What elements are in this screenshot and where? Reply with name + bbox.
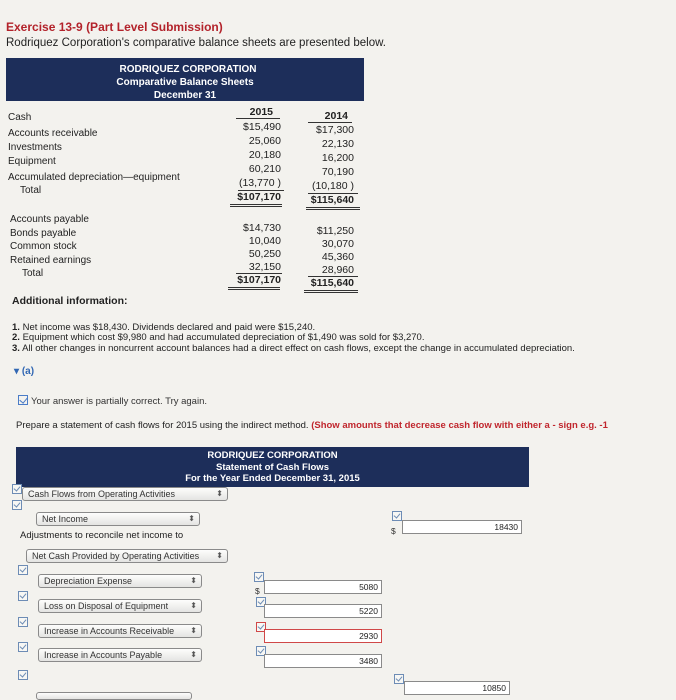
year-underline [236, 118, 280, 119]
net-cash-dropdown[interactable]: Net Cash Provided by Operating Activities ⬍ [26, 549, 228, 563]
cash-flow-header: RODRIQUEZ CORPORATION Statement of Cash Flows For the Year Ended December 31, 2015 [16, 447, 529, 487]
currency-symbol: $ [255, 586, 260, 596]
row-label: Accounts receivable [8, 128, 98, 139]
dropdown-arrow-icon: ⬍ [216, 551, 223, 560]
year-underline [308, 122, 352, 123]
row-label: Common stock [10, 241, 77, 252]
value-2014: (10,180 ) [311, 180, 354, 192]
correct-mark-icon [18, 670, 28, 680]
total-2015: $107,170 [237, 191, 281, 203]
exercise-title: Exercise 13-9 (Part Level Submission) [6, 20, 223, 34]
adjustment-dropdown[interactable]: Depreciation Expense ⬍ [38, 574, 202, 588]
adjustment-input[interactable]: 5220 [264, 604, 382, 618]
part-a-toggle[interactable]: ▾ (a) [14, 366, 35, 377]
note-3: 3. All other changes in noncurrent account balances had a direct effect on cash flows, except the change in accumulated depreciation. [12, 343, 575, 354]
instruction-text: Prepare a statement of cash flows for 2015 using the indirect method. (Show amounts that decrease cash flow with either a - sign e.g. -1 [16, 420, 608, 431]
row-label: Equipment [8, 156, 56, 167]
dropdown-arrow-icon: ⬍ [188, 514, 195, 523]
value-2014: $17,300 [316, 124, 354, 136]
total-2015: $107,170 [237, 274, 281, 286]
dropdown-arrow-icon: ⬍ [190, 576, 197, 585]
row-label: Cash [8, 112, 32, 123]
note-2: 2. Equipment which cost $9,980 and had accumulated depreciation of $1,490 was sold for $3,270. [12, 332, 425, 343]
dropdown-arrow-icon: ⬍ [190, 650, 197, 659]
year-2014-header: 2014 [324, 110, 348, 122]
adjustments-label: Adjustments to reconcile net income to [20, 530, 184, 541]
partial-correct-message: Your answer is partially correct. Try again. [18, 395, 207, 407]
total-2014: $115,640 [310, 194, 354, 206]
correct-mark-icon [18, 591, 28, 601]
row-label: Bonds payable [10, 228, 77, 239]
value-2015: 25,060 [248, 135, 281, 147]
value-2015: 32,150 [248, 261, 281, 273]
additional-info-heading: Additional information: [12, 295, 128, 307]
check-icon [18, 395, 28, 405]
adjustment-dropdown[interactable]: Loss on Disposal of Equipment ⬍ [38, 599, 202, 613]
adjustment-dropdown[interactable]: Increase in Accounts Receivable ⬍ [38, 624, 202, 638]
correct-mark-icon [254, 572, 264, 582]
adjustment-input[interactable]: 3480 [264, 654, 382, 668]
adjustment-input[interactable]: 5080 [264, 580, 382, 594]
adjustment-dropdown[interactable]: Increase in Accounts Payable ⬍ [38, 648, 202, 662]
correct-mark-icon [12, 500, 22, 510]
value-2014: 22,130 [321, 138, 354, 150]
correct-mark-icon [12, 484, 22, 494]
value-2014: 45,360 [321, 251, 354, 263]
correct-mark-icon [394, 674, 404, 684]
value-2015: $15,490 [243, 121, 281, 133]
row-label: Total [22, 268, 44, 279]
value-2015: (13,770 ) [238, 177, 281, 189]
row-label: Total [20, 185, 42, 196]
year-2015-header: 2015 [249, 106, 273, 118]
total-double-underline [306, 207, 360, 210]
value-2014: $11,250 [316, 225, 354, 237]
value-2015: 60,210 [248, 163, 281, 175]
dropdown-arrow-icon: ⬍ [216, 489, 223, 498]
value-2015: $14,730 [243, 222, 281, 234]
value-2014: 16,200 [321, 152, 354, 164]
row-label: Accounts payable [10, 214, 89, 225]
correct-mark-icon [18, 642, 28, 652]
note-1: 1. Net income was $18,430. Dividends declared and paid were $15,240. [12, 322, 316, 333]
net-income-dropdown[interactable]: Net Income ⬍ [36, 512, 200, 526]
next-row-dropdown-cutoff[interactable] [36, 692, 192, 700]
exercise-subtitle: Rodriquez Corporation's comparative balance sheets are presented below. [6, 37, 386, 49]
total-double-underline [304, 290, 358, 293]
adjustment-input-incorrect[interactable]: 2930 [264, 629, 382, 643]
value-2015: 10,040 [248, 235, 281, 247]
net-cash-input[interactable]: 10850 [404, 681, 510, 695]
row-label: Retained earnings [10, 255, 92, 266]
correct-mark-icon [18, 617, 28, 627]
value-2014: 30,070 [321, 238, 354, 250]
value-2014: 70,190 [321, 166, 354, 178]
dropdown-arrow-icon: ⬍ [190, 601, 197, 610]
correct-mark-icon [392, 511, 402, 521]
value-2014: 28,960 [321, 264, 354, 276]
row-label: Investments [8, 142, 62, 153]
total-2014: $115,640 [310, 277, 354, 289]
total-double-underline [230, 204, 282, 207]
total-double-underline [228, 287, 280, 290]
balance-sheet-header: RODRIQUEZ CORPORATION Comparative Balance Sheets December 31 [6, 58, 364, 101]
section-dropdown[interactable]: Cash Flows from Operating Activities ⬍ [22, 487, 228, 501]
correct-mark-icon [18, 565, 28, 575]
currency-symbol: $ [391, 526, 396, 536]
net-income-input[interactable]: 18430 [402, 520, 522, 534]
value-2015: 20,180 [248, 149, 281, 161]
dropdown-arrow-icon: ⬍ [190, 626, 197, 635]
row-label: Accumulated depreciation—equipment [8, 172, 180, 183]
value-2015: 50,250 [248, 248, 281, 260]
